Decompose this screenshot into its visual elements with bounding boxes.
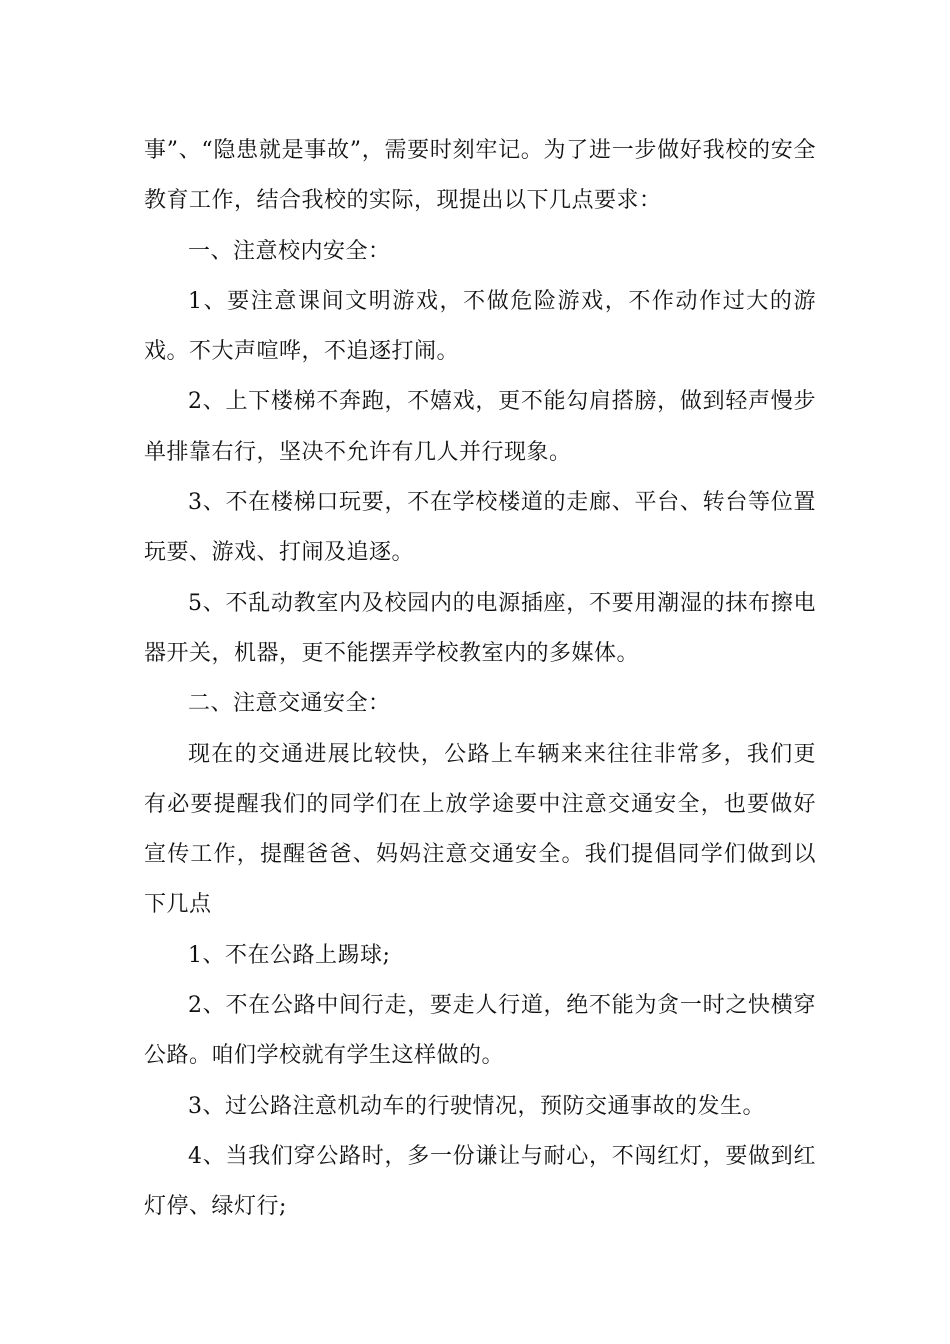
paragraph-traffic-intro: 现在的交通进展比较快，公路上车辆来来往往非常多，我们更有必要提醒我们的同学们在上放学途要中注意交通安全，也要做好宣传工作，提醒爸爸、妈妈注意交通安全。我们提倡同学们做到以下几点 [144, 741, 816, 918]
document-body [144, 126, 816, 1233]
paragraph-campus-rule-1: 1、要注意课间文明游戏，不做危险游戏，不作动作过大的游戏。不大声喧哗，不追逐打闹。 [144, 288, 816, 365]
section-heading-campus-safety: 一、注意校内安全： [188, 238, 391, 264]
section-heading-traffic-safety: 二、注意交通安全： [188, 691, 391, 717]
paragraph-traffic-rule-4: 4、当我们穿公路时，多一份谦让与耐心，不闯红灯，要做到红灯停、绿灯行; [144, 1143, 816, 1220]
paragraph-campus-rule-2: 2、上下楼梯不奔跑，不嬉戏，更不能勾肩搭膀，做到轻声慢步单排靠右行，坚决不允许有几人并行现象。 [144, 389, 816, 465]
paragraph-continuation: 事”、“隐患就是事故”，需要时刻牢记。为了进一步做好我校的安全教育工作，结合我校的实际，现提出以下几点要求： [144, 138, 816, 214]
paragraph-traffic-rule-2: 2、不在公路中间行走，要走人行道，绝不能为贪一时之快横穿公路。咱们学校就有学生这样做的。 [144, 993, 816, 1069]
paragraph-traffic-rule-3: 3、过公路注意机动车的行驶情况，预防交通事故的发生。 [188, 1093, 765, 1119]
paragraph-campus-rule-5: 5、不乱动教室内及校园内的电源插座，不要用潮湿的抹布擦电器开关，机器，更不能摆弄学校教室内的多媒体。 [144, 590, 816, 666]
paragraph-campus-rule-3: 3、不在楼梯口玩要，不在学校楼道的走廊、平台、转台等位置玩要、游戏、打闹及追逐。 [144, 490, 816, 566]
paragraph-traffic-rule-1: 1、不在公路上踢球; [188, 942, 391, 968]
